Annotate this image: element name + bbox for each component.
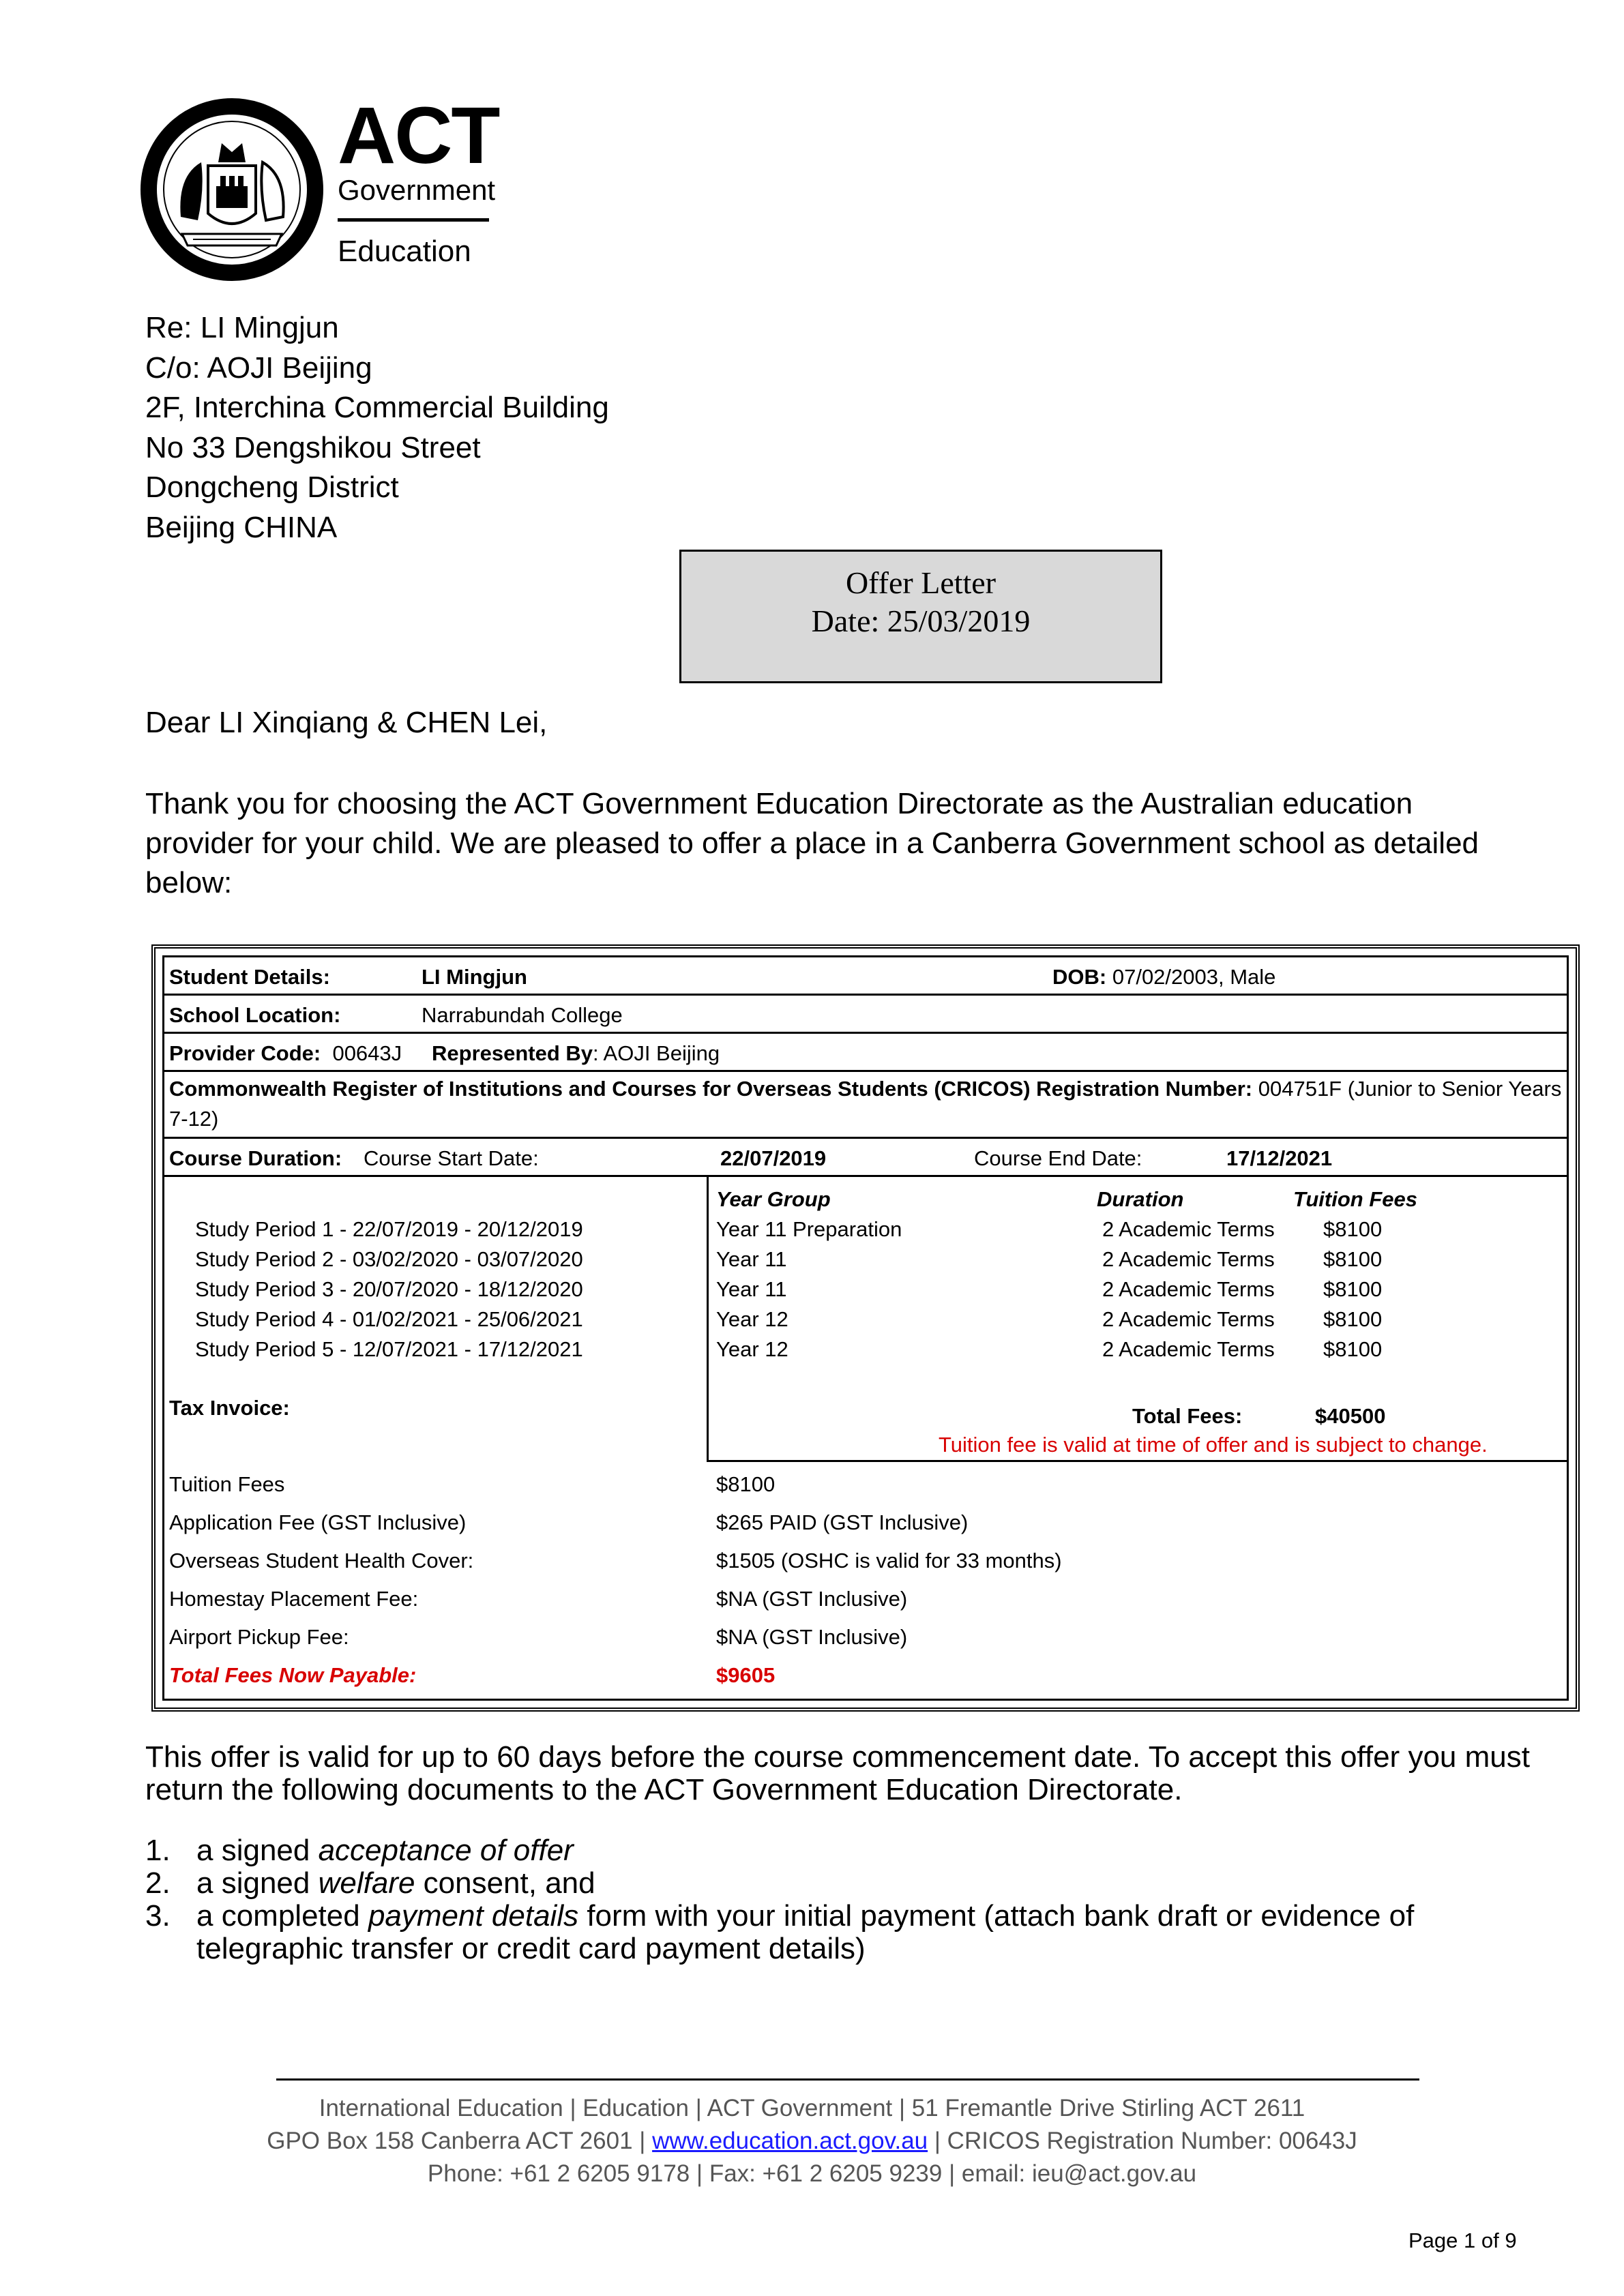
footer-line: Phone: +61 2 6205 9178 | Fax: +61 2 6205 9239 | email: ieu@act.gov.au: [427, 2160, 1197, 2187]
year-group: Year 11: [716, 1247, 787, 1271]
logo-act-text: ACT: [338, 91, 499, 181]
period-fee: $8100: [1323, 1337, 1383, 1361]
student-details-row: [162, 955, 1569, 996]
fee-label: Homestay Placement Fee:: [169, 1587, 419, 1611]
address-line: 2F, Interchina Commercial Building: [145, 391, 609, 424]
fee-value: $NA (GST Inclusive): [716, 1587, 908, 1611]
year-group: Year 11 Preparation: [716, 1217, 902, 1241]
address-line: No 33 Dengshikou Street: [145, 430, 481, 464]
footer-line: [0, 2125, 1624, 2158]
year-group-header: Year Group: [716, 1187, 831, 1211]
website-link[interactable]: www.education.act.gov.au: [652, 2128, 928, 2154]
school-location-row: [162, 994, 1569, 1034]
cricos-label: Commonwealth Register of Institutions and Courses for Overseas Students (CRICOS) Registration Number:: [169, 1077, 1253, 1101]
act-crest-icon: [140, 94, 324, 285]
list-text: form with your initial payment (attach bank draft or evidence of telegraphic transfer or credit card payment details): [196, 1899, 1415, 1965]
list-number: 2.: [145, 1866, 171, 1900]
cricos-value-continued: 7-12): [169, 1107, 219, 1131]
cricos-value: 004751F (Junior to Senior Years: [1258, 1077, 1562, 1101]
table-border-left: [162, 955, 164, 1701]
list-item: [145, 1900, 1526, 1965]
student-name: LI Mingjun: [422, 965, 527, 989]
footer: [0, 2092, 1624, 2190]
list-text: a completed: [196, 1899, 368, 1933]
address-line: C/o: AOJI Beijing: [145, 351, 372, 385]
period-duration: 2 Academic Terms: [1102, 1277, 1275, 1301]
start-date-value: 22/07/2019: [720, 1146, 827, 1170]
salutation: Dear LI Xinqiang & CHEN Lei,: [145, 706, 548, 739]
study-period: Study Period 2 - 03/02/2020 - 03/07/2020: [195, 1247, 583, 1271]
list-number: 1.: [145, 1834, 171, 1867]
list-emphasis: acceptance of offer: [318, 1834, 574, 1867]
cricos-row: [162, 1070, 1569, 1139]
period-fee: $8100: [1323, 1307, 1383, 1331]
study-period: Study Period 1 - 22/07/2019 - 20/12/2019: [195, 1217, 583, 1241]
period-duration: 2 Academic Terms: [1102, 1247, 1275, 1271]
provider-row: [162, 1032, 1569, 1072]
footer-line: International Education | Education | ACT Government | 51 Fremantle Drive Stirling ACT 2611: [319, 2095, 1305, 2121]
study-period: Study Period 3 - 20/07/2020 - 18/12/2020: [195, 1277, 583, 1301]
fee-value: $265 PAID (GST Inclusive): [716, 1510, 969, 1534]
logo-government-text: Government: [338, 174, 496, 206]
offer-details-table: [151, 944, 1580, 1712]
required-documents-list: [145, 1834, 1526, 1965]
provider-code-label: Provider Code:: [169, 1041, 321, 1065]
address-line: Dongcheng District: [145, 471, 399, 504]
student-details-label: Student Details:: [169, 965, 330, 989]
fee-label: Overseas Student Health Cover:: [169, 1549, 474, 1572]
footer-text: GPO Box 158 Canberra ACT 2601 |: [267, 2128, 653, 2154]
list-text: a signed: [196, 1866, 319, 1900]
total-payable-value: $9605: [716, 1663, 776, 1687]
provider-code-value: 00643J: [332, 1041, 402, 1065]
end-date-label: Course End Date:: [974, 1146, 1142, 1170]
footer-text: | CRICOS Registration Number: 00643J: [928, 2128, 1357, 2154]
represented-by-field: [432, 1041, 720, 1066]
offer-letter-box: [679, 550, 1162, 683]
fee-label: Tuition Fees: [169, 1472, 285, 1496]
list-text: a signed: [196, 1834, 319, 1867]
represented-by-label: Represented By: [432, 1041, 593, 1065]
dob-value: 07/02/2003, Male: [1112, 965, 1276, 989]
year-group: Year 12: [716, 1337, 788, 1361]
fee-value: $1505 (OSHC is valid for 33 months): [716, 1549, 1062, 1572]
study-period-divider: [707, 1175, 709, 1461]
total-payable-label: Total Fees Now Payable:: [169, 1663, 417, 1687]
duration-header: Duration: [1097, 1187, 1184, 1211]
year-group: Year 12: [716, 1307, 788, 1331]
total-fees-value: $40500: [1315, 1404, 1386, 1428]
period-duration: 2 Academic Terms: [1102, 1337, 1275, 1361]
offer-letter-date: Date: 25/03/2019: [811, 603, 1031, 638]
fee-label: Application Fee (GST Inclusive): [169, 1510, 467, 1534]
period-fee: $8100: [1323, 1247, 1383, 1271]
tax-invoice-label: Tax Invoice:: [169, 1396, 290, 1420]
table-border-top: [162, 955, 1569, 957]
cricos-field: [169, 1077, 1561, 1101]
dob-field: [1052, 965, 1275, 989]
period-fee: $8100: [1323, 1217, 1383, 1241]
intro-paragraph: Thank you for choosing the ACT Government Education Directorate as the Australian education provider for your child. We are pleased to offer a place in a Canberra Government school as detailed below:: [145, 787, 1479, 899]
study-period-bottom-line: [707, 1460, 1569, 1462]
table-border-bottom: [162, 1699, 1569, 1701]
offer-letter-title: Offer Letter: [845, 565, 996, 600]
fee-value: $8100: [716, 1472, 776, 1496]
list-number: 3.: [145, 1899, 171, 1933]
tuition-fees-header: Tuition Fees: [1293, 1187, 1418, 1211]
fee-disclaimer: Tuition fee is valid at time of offer and is subject to change.: [939, 1433, 1488, 1457]
study-period: Study Period 5 - 12/07/2021 - 17/12/2021: [195, 1337, 583, 1361]
period-duration: 2 Academic Terms: [1102, 1217, 1275, 1241]
year-group: Year 11: [716, 1277, 787, 1301]
list-item: [145, 1867, 1526, 1900]
footer-divider: [276, 2078, 1419, 2081]
course-duration-label: Course Duration:: [169, 1146, 342, 1170]
page-number: Page 1 of 9: [1408, 2228, 1517, 2252]
list-emphasis: payment details: [368, 1899, 579, 1933]
period-duration: 2 Academic Terms: [1102, 1307, 1275, 1331]
school-location-label: School Location:: [169, 1003, 341, 1027]
list-text: consent, and: [415, 1866, 595, 1900]
address-line: Beijing CHINA: [145, 510, 338, 544]
represented-by-value: : AOJI Beijing: [593, 1041, 720, 1065]
list-item: [145, 1834, 1526, 1867]
fee-label: Airport Pickup Fee:: [169, 1625, 349, 1649]
period-fee: $8100: [1323, 1277, 1383, 1301]
recipient-address: [145, 308, 609, 548]
end-date-value: 17/12/2021: [1226, 1146, 1333, 1170]
logo-divider: [338, 218, 489, 222]
fee-value: $NA (GST Inclusive): [716, 1625, 908, 1649]
table-border-right: [1567, 955, 1569, 1701]
address-line: Re: LI Mingjun: [145, 311, 339, 344]
list-emphasis: welfare: [318, 1866, 415, 1900]
logo-education-text: Education: [338, 235, 471, 268]
offer-validity-paragraph: This offer is valid for up to 60 days before the course commencement date. To accept this offer you must return the following documents to the ACT Government Education Directorate.: [145, 1740, 1530, 1806]
school-location-value: Narrabundah College: [422, 1003, 623, 1027]
course-duration-row: [162, 1137, 1569, 1177]
study-period: Study Period 4 - 01/02/2021 - 25/06/2021: [195, 1307, 583, 1331]
total-fees-label: Total Fees:: [1132, 1404, 1243, 1428]
provider-code-field: [169, 1041, 402, 1066]
start-date-label: Course Start Date:: [364, 1146, 539, 1170]
dob-label: DOB:: [1052, 965, 1107, 989]
